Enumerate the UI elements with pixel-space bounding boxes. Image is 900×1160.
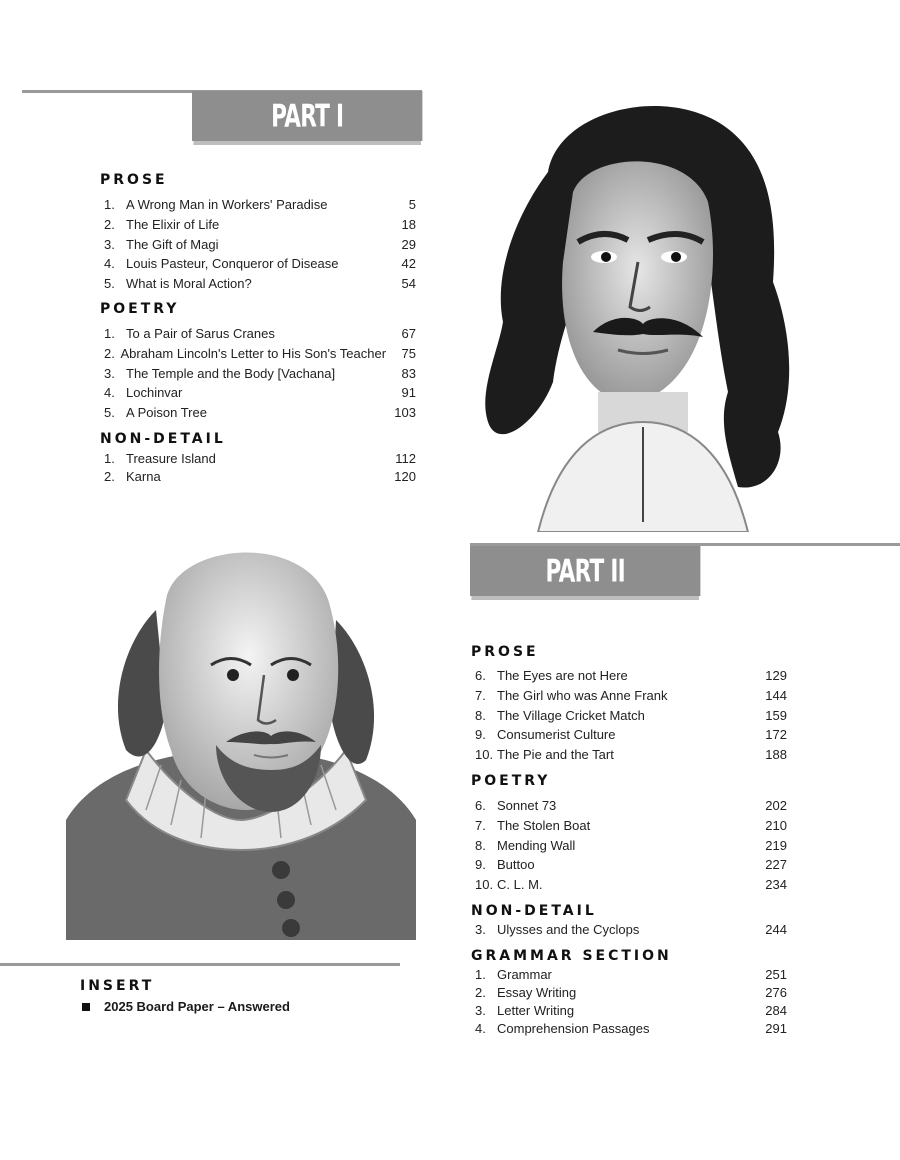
toc-entry[interactable]: 10. C. L. M. 234: [475, 877, 787, 893]
toc-entry[interactable]: 3. The Gift of Magi 29: [104, 236, 416, 252]
insert-heading: INSERT: [80, 978, 155, 994]
part2-poetry-list: [475, 796, 787, 895]
toc-entry[interactable]: 5. A Poison Tree 103: [104, 405, 416, 421]
part2-nondetail-list: [475, 920, 787, 940]
part2-nondetail-heading: NON-DETAIL: [471, 903, 597, 919]
toc-entry[interactable]: 7. The Girl who was Anne Frank 144: [475, 687, 787, 703]
part1-banner: PART I: [192, 91, 422, 141]
toc-entry[interactable]: 3. Ulysses and the Cyclops 244: [475, 922, 787, 937]
part1-poetry-list: [104, 324, 416, 423]
toc-entry[interactable]: 6. The Eyes are not Here 129: [475, 668, 787, 683]
insert-rule: [0, 963, 400, 966]
part2-prose-list: [475, 666, 787, 765]
part1-nondetail-heading: NON-DETAIL: [100, 431, 226, 447]
toc-entry[interactable]: 9. Buttoo 227: [475, 857, 787, 873]
toc-entry[interactable]: 10. The Pie and the Tart 188: [475, 747, 787, 763]
part2-grammar-list: [475, 966, 787, 1038]
part2-prose-heading: PROSE: [471, 644, 539, 660]
toc-entry[interactable]: 3. Letter Writing 284: [475, 1003, 787, 1018]
toc-entry[interactable]: 5. What is Moral Action? 54: [104, 276, 416, 292]
square-bullet-icon: [82, 1003, 90, 1011]
toc-entry[interactable]: 8. Mending Wall 219: [475, 837, 787, 853]
toc-entry[interactable]: 8. The Village Cricket Match 159: [475, 707, 787, 723]
toc-entry[interactable]: 1. Treasure Island 112: [104, 451, 416, 466]
insert-item-label: 2025 Board Paper – Answered: [104, 999, 290, 1014]
toc-entry[interactable]: 6. Sonnet 73 202: [475, 798, 787, 813]
toc-entry[interactable]: 4. Louis Pasteur, Conqueror of Disease 42: [104, 256, 416, 272]
insert-item[interactable]: [82, 999, 290, 1014]
toc-entry[interactable]: 4. Lochinvar 91: [104, 385, 416, 401]
portrait-shakespeare-image: [66, 520, 416, 940]
toc-entry[interactable]: 9. Consumerist Culture 172: [475, 727, 787, 743]
part1-nondetail-list: [104, 450, 416, 486]
toc-entry[interactable]: 2. Essay Writing 276: [475, 985, 787, 1000]
part2-poetry-heading: POETRY: [471, 773, 551, 789]
portrait-tagore-image: [478, 92, 808, 532]
toc-entry[interactable]: 2. The Elixir of Life 18: [104, 216, 416, 232]
toc-entry[interactable]: 2. Karna 120: [104, 469, 416, 484]
part2-grammar-heading: GRAMMAR SECTION: [471, 948, 672, 964]
toc-entry[interactable]: 1. A Wrong Man in Workers' Paradise 5: [104, 197, 416, 212]
part1-prose-list: [104, 195, 416, 294]
part2-banner: PART II: [470, 546, 700, 596]
part1-poetry-heading: POETRY: [100, 301, 180, 317]
toc-entry[interactable]: 1. Grammar 251: [475, 967, 787, 982]
toc-entry[interactable]: 7. The Stolen Boat 210: [475, 817, 787, 833]
toc-entry[interactable]: 1. To a Pair of Sarus Cranes 67: [104, 326, 416, 341]
toc-entry[interactable]: 2. Abraham Lincoln's Letter to His Son's Teacher 75: [104, 345, 416, 361]
part1-prose-heading: PROSE: [100, 172, 168, 188]
toc-entry[interactable]: 3. The Temple and the Body [Vachana] 83: [104, 365, 416, 381]
toc-entry[interactable]: 4. Comprehension Passages 291: [475, 1021, 787, 1036]
